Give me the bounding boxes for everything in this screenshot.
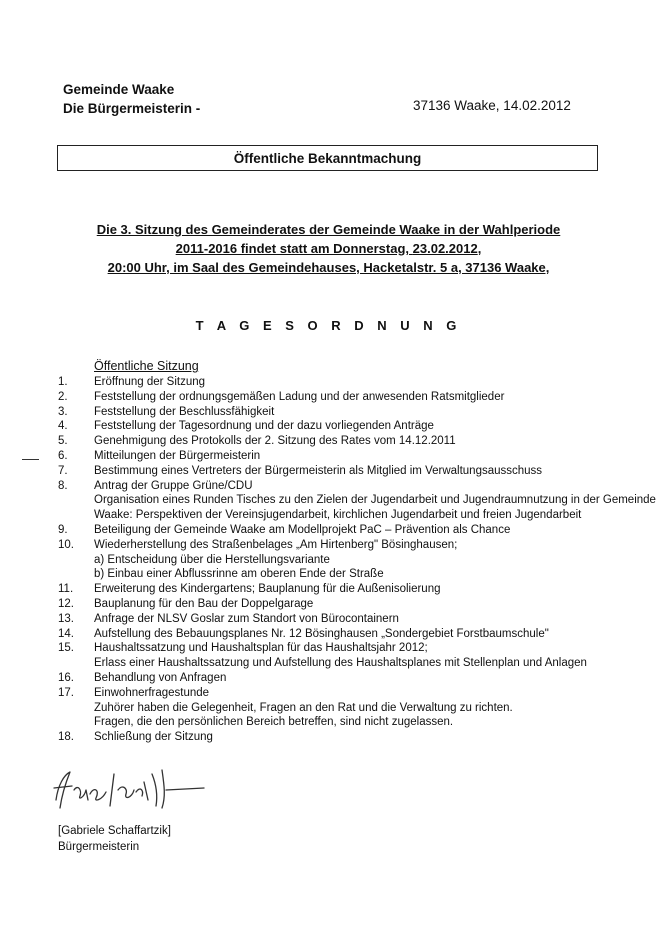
margin-mark [22, 459, 39, 460]
agenda-item-text: Fragen, die den persönlichen Bereich betreffen, sind nicht zugelassen. [94, 716, 454, 729]
agenda-item-text: Bauplanung für den Bau der Doppelgarage [94, 597, 314, 610]
agenda-item-text: Wiederherstellung des Straßenbelages „Am Hirtenberg" Bösinghausen; [94, 538, 458, 551]
notice-title-box [57, 145, 598, 171]
agenda-item-number: 7. [58, 464, 68, 477]
agenda-item-text: Feststellung der ordnungsgemäßen Ladung und der anwesenden Ratsmitglieder [94, 390, 505, 403]
agenda-item-number: 16. [58, 671, 74, 684]
agenda-item-text: Antrag der Gruppe Grüne/CDU [94, 479, 253, 492]
agenda-item-text: Erlass einer Haushaltssatzung und Aufstellung des Haushaltsplanes mit Stellenplan und Anlagen [94, 657, 587, 670]
agenda-item-number: 15. [58, 642, 74, 655]
agenda-item-text: Waake: Perspektiven der Vereinsjugendarbeit, kirchlichen Jugendarbeit und freien Jugendarbeit [94, 509, 582, 522]
agenda-item-text: Zuhörer haben die Gelegenheit, Fragen an den Rat und die Verwaltung zu richten. [94, 701, 513, 714]
signer-name: [Gabriele Schaffartzik] [58, 825, 171, 837]
agenda-item-text: Feststellung der Beschlussfähigkeit [94, 405, 275, 418]
agenda-item-number: 2. [58, 390, 68, 403]
agenda-item-number: 1. [58, 376, 68, 388]
agenda-item-text: Haushaltssatzung und Haushaltsplan für das Haushaltsjahr 2012; [94, 642, 428, 655]
agenda-item-text: a) Entscheidung über die Herstellungsvariante [94, 553, 330, 566]
agenda-item-number: 12. [58, 597, 74, 610]
meeting-date: 23.02.2012 [412, 241, 478, 256]
agenda-item-number: 17. [58, 686, 74, 699]
agenda-item-number: 10. [58, 538, 74, 551]
agenda-item-text: Schließung der Sitzung [94, 731, 213, 744]
sender-role: Die Bürgermeisterin - [63, 101, 201, 116]
agenda-item-number: 4. [58, 420, 68, 433]
municipality-name: Gemeinde Waake [63, 82, 175, 97]
handwritten-signature [36, 760, 216, 820]
agenda-item-text: Behandlung von Anfragen [94, 671, 227, 684]
agenda-item-number: 13. [58, 612, 74, 625]
place-and-date: 37136 Waake, 14.02.2012 [413, 98, 571, 113]
agenda-item-text: Beteiligung der Gemeinde Waake am Modellprojekt PaC – Prävention als Chance [94, 523, 511, 536]
agenda-item-number: 14. [58, 627, 74, 640]
agenda-heading: T A G E S O R D N U N G [195, 318, 462, 333]
agenda-item-text: Feststellung der Tagesordnung und der dazu vorliegenden Anträge [94, 420, 434, 433]
agenda-item-text: Mitteilungen der Bürgermeisterin [94, 449, 261, 462]
intro-line-2: 2011-2016 findet statt am Donnerstag, 23.02.2012, [175, 241, 482, 256]
agenda-item-number: 8. [58, 479, 68, 492]
agenda-item-text: Eröffnung der Sitzung [94, 376, 206, 388]
agenda-item-number: 9. [58, 523, 68, 536]
notice-title: Öffentliche Bekanntmachung [233, 150, 422, 166]
meeting-announcement [60, 220, 597, 277]
intro-line-3: 20:00 Uhr, im Saal des Gemeindehauses, Hacketalstr. 5 a, 37136 Waake, [107, 260, 550, 275]
agenda-item-text: Erweiterung des Kindergartens; Bauplanung für die Außenisolierung [94, 583, 441, 596]
agenda-item-text: b) Einbau einer Abflussrinne am oberen Ende der Straße [94, 568, 384, 581]
public-session-label: Öffentliche Sitzung [94, 359, 199, 373]
signer-block [58, 823, 171, 855]
agenda-item-text: Anfrage der NLSV Goslar zum Standort von Bürocontainern [94, 612, 399, 625]
agenda-item-text: Aufstellung des Bebauungsplanes Nr. 12 Bösinghausen „Sondergebiet Forstbaumschule" [94, 627, 549, 640]
agenda-item-number: 18. [58, 731, 74, 744]
agenda-item-number: 5. [58, 435, 68, 448]
agenda-item-number: 11. [58, 583, 74, 596]
agenda-item-number: 3. [58, 405, 68, 418]
agenda-item-number: 6. [58, 449, 68, 462]
agenda-item-text: Organisation eines Runden Tisches zu den Zielen der Jugendarbeit und Jugendraumnutzung in der Gemeinde [94, 494, 656, 507]
agenda-item-text: Einwohnerfragestunde [94, 686, 210, 699]
letterhead [63, 80, 200, 118]
signer-title: Bürgermeisterin [58, 841, 140, 853]
intro-line-1: Die 3. Sitzung des Gemeinderates der Gemeinde Waake in der Wahlperiode [96, 222, 561, 237]
agenda-item-text: Bestimmung eines Vertreters der Bürgermeisterin als Mitglied im Verwaltungsausschuss [94, 464, 543, 477]
agenda-item-text: Genehmigung des Protokolls der 2. Sitzung des Rates vom 14.12.2011 [94, 435, 456, 448]
